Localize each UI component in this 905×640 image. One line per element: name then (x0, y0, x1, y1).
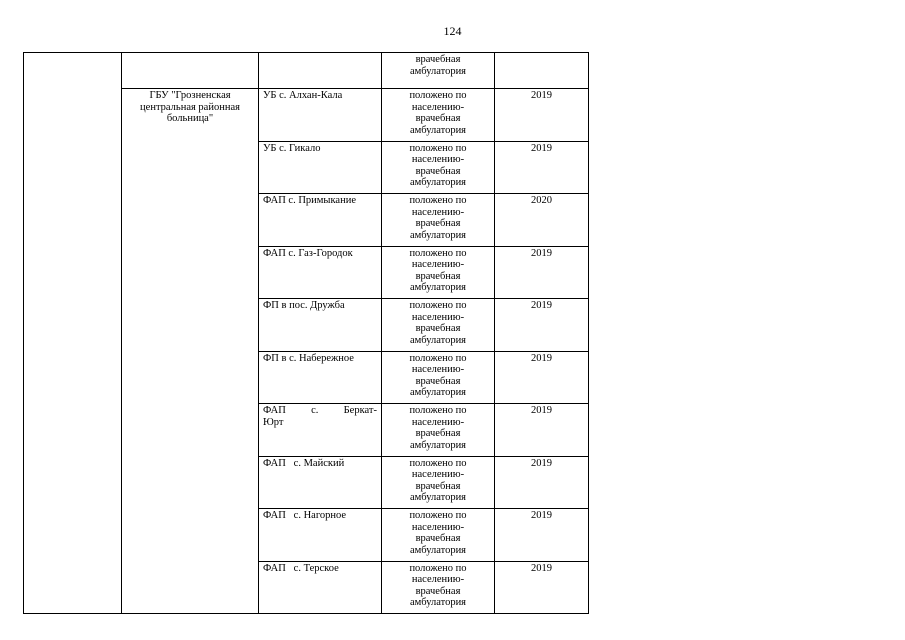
facility-name: УБ с. Гикало (263, 142, 321, 154)
type-line: амбулатория (409, 282, 467, 293)
type-line: амбулатория (409, 65, 467, 77)
type-line: амбулатория (409, 387, 467, 398)
type-line: положено по (409, 352, 467, 364)
organization-cell (122, 89, 259, 614)
type-cell (382, 299, 495, 352)
type-line: амбулатория (409, 439, 467, 451)
facility-name-line: ФАП с. Беркат- (263, 405, 377, 416)
type-line: врачебная (415, 165, 461, 177)
organization-line: центральная районная (140, 101, 240, 113)
type-line: положено по (409, 405, 467, 416)
type-line: положено по (409, 457, 467, 469)
type-line: положено по (409, 510, 467, 521)
type-line: населению- (411, 154, 465, 165)
facility-name: ФАП с. Майский (263, 457, 345, 469)
facility-name: ФП в пос. Дружба (263, 300, 345, 311)
organization-line: ГБУ "Грозненская (149, 90, 231, 101)
type-line: положено по (409, 247, 467, 259)
type-line: амбулатория (409, 229, 467, 241)
region-cell (24, 53, 122, 614)
year-cell: 2020 (495, 194, 589, 247)
type-line: населению- (411, 364, 465, 375)
type-line: населению- (411, 259, 465, 270)
type-cell (382, 194, 495, 247)
type-line: положено по (409, 300, 467, 311)
type-cell (382, 561, 495, 614)
type-cell (382, 246, 495, 299)
year-cell: 2019 (495, 561, 589, 614)
type-cell (382, 53, 495, 89)
type-line: амбулатория (409, 177, 467, 188)
type-line: врачебная (415, 54, 461, 65)
year-cell: 2019 (495, 404, 589, 457)
facility-cell (259, 561, 382, 614)
type-line: населению- (411, 311, 465, 323)
facility-cell (259, 351, 382, 404)
type-line: врачебная (415, 480, 461, 492)
facility-cell (259, 194, 382, 247)
type-line: врачебная (415, 113, 461, 124)
facility-name: УБ с. Алхан-Кала (263, 90, 343, 101)
type-line: амбулатория (409, 334, 467, 346)
type-line: врачебная (415, 218, 461, 229)
year-cell: 2019 (495, 456, 589, 509)
facility-cell (259, 299, 382, 352)
year-cell: 2019 (495, 509, 589, 562)
facility-name: ФП в с. Набережное (263, 352, 354, 364)
type-line: населению- (411, 101, 465, 113)
facility-cell (259, 509, 382, 562)
year-cell: 2019 (495, 351, 589, 404)
type-line: населению- (411, 521, 465, 533)
type-line: амбулатория (409, 492, 467, 503)
type-line: населению- (411, 469, 465, 480)
type-line: врачебная (415, 428, 461, 439)
facility-name-line: Юрт (263, 416, 284, 428)
facility-name: ФАП с. Газ-Городок (263, 247, 353, 259)
type-line: населению- (411, 574, 465, 585)
type-line: населению- (411, 416, 465, 428)
type-cell (382, 404, 495, 457)
type-cell (382, 141, 495, 194)
year-cell: 2019 (495, 141, 589, 194)
type-cell (382, 509, 495, 562)
facilities-table (23, 52, 589, 614)
table-row (24, 53, 589, 89)
type-line: амбулатория (409, 124, 467, 136)
type-cell (382, 89, 495, 142)
type-line: положено по (409, 90, 467, 101)
facility-cell-empty (259, 53, 382, 89)
facility-cell (259, 246, 382, 299)
type-line: амбулатория (409, 544, 467, 556)
type-line: положено по (409, 562, 467, 574)
type-cell (382, 351, 495, 404)
type-line: положено по (409, 142, 467, 154)
facility-name: ФАП с. Терское (263, 562, 339, 574)
type-line: положено по (409, 195, 467, 206)
page-number: 124 (443, 24, 462, 38)
type-line: врачебная (415, 323, 461, 334)
type-line: населению- (411, 206, 465, 218)
facility-cell (259, 456, 382, 509)
year-cell-empty (495, 53, 589, 89)
facility-name: ФАП с. Примыкание (263, 195, 356, 206)
organization-line: больница" (166, 113, 214, 124)
year-cell: 2019 (495, 246, 589, 299)
organization-cell-empty (122, 53, 259, 89)
facility-cell (259, 89, 382, 142)
type-line: врачебная (415, 375, 461, 387)
type-line: врачебная (415, 585, 461, 597)
type-line: врачебная (415, 533, 461, 544)
type-cell (382, 456, 495, 509)
year-cell: 2019 (495, 299, 589, 352)
facility-cell (259, 141, 382, 194)
year-cell: 2019 (495, 89, 589, 142)
facility-name: ФАП с. Нагорное (263, 510, 347, 521)
facility-cell (259, 404, 382, 457)
type-line: врачебная (415, 270, 461, 282)
type-line: амбулатория (409, 597, 467, 608)
